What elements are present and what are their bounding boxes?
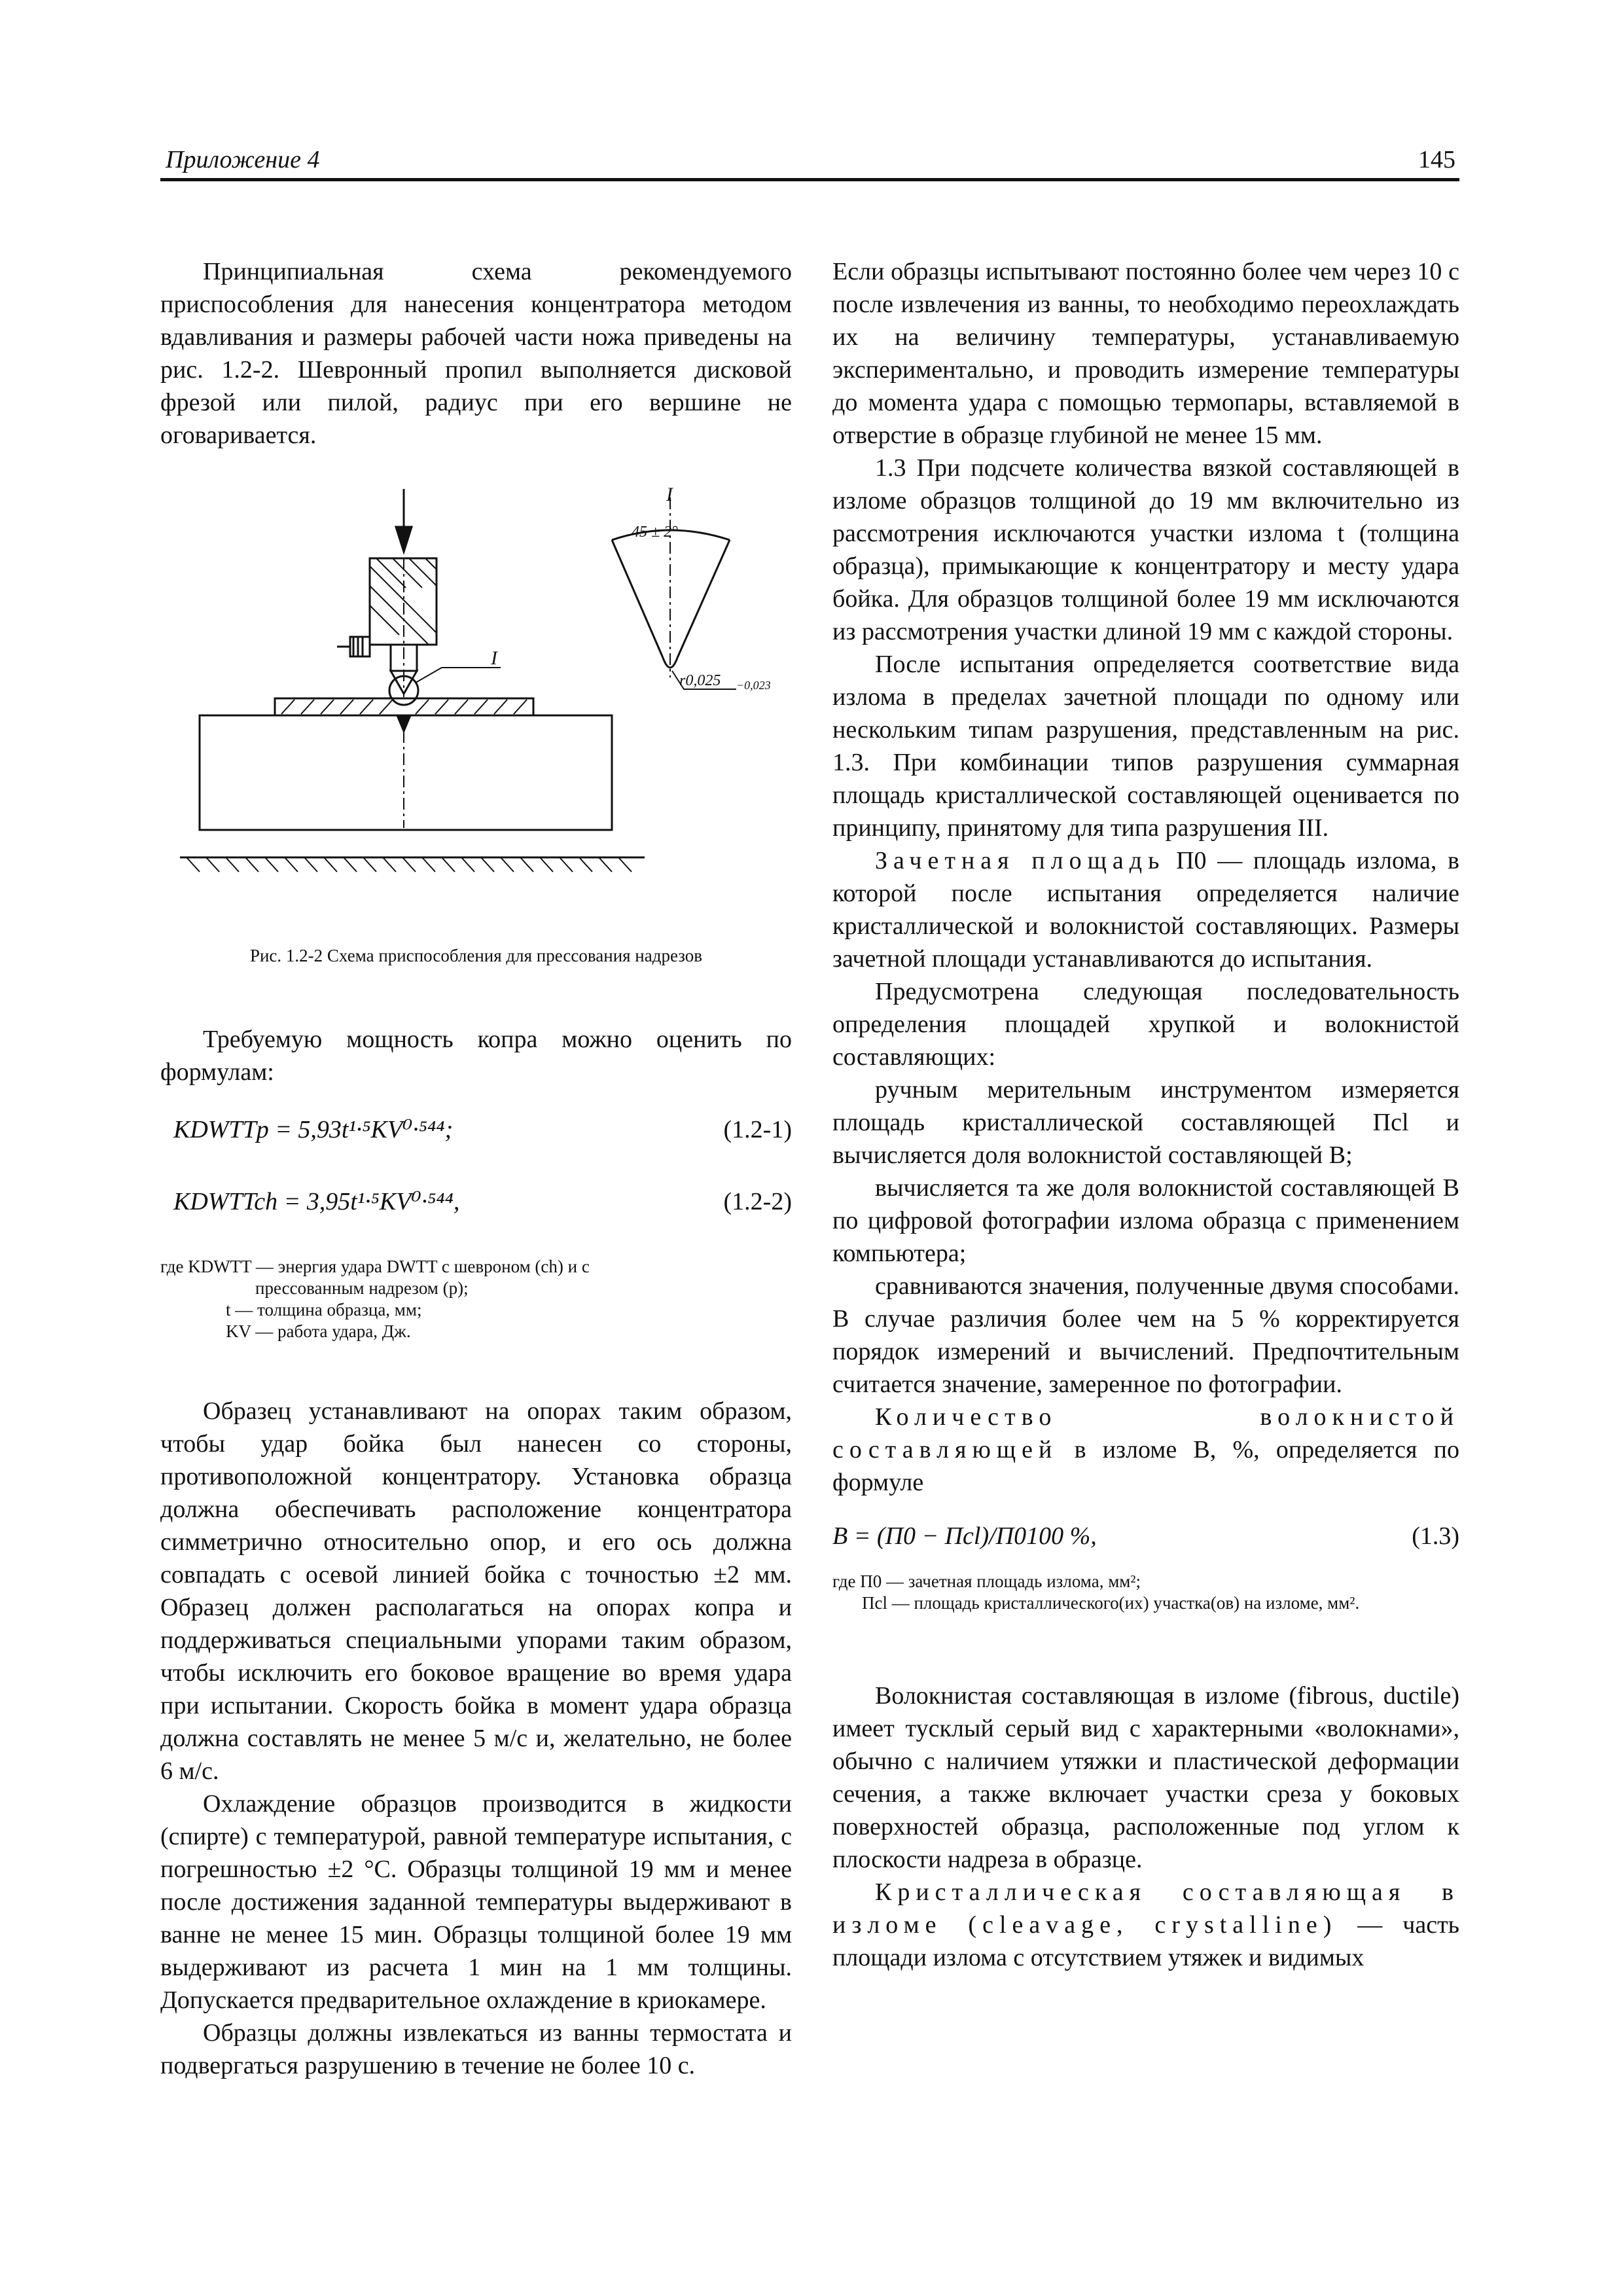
term-crystalline: Кристаллическая составляющая в изломе (cleavage, crystalline)	[832, 1878, 1459, 1939]
legend-line: t — толщина образца, мм;	[226, 1300, 422, 1319]
paragraph-intro: Принципиальная схема рекомендуемого приспособления для нанесения концентратора методом вдавливания и размеры рабочей части ножа приведены на рис. 1.2-2. Шевронный пропил выполняется дисковой фрезой или пилой, радиус при его вершине не оговаривается.	[160, 258, 792, 449]
formula-1-2-1	[160, 1113, 792, 1146]
term-definition: в изломе B, %, определяется по формуле	[832, 1436, 1459, 1496]
detail-label-top: I	[666, 484, 673, 505]
paragraph-fibrous-amount	[832, 1401, 1459, 1499]
term-test-area: Зачетная площадь	[875, 847, 1166, 874]
figure-1-2-2	[160, 481, 792, 921]
legend-line: где П0 — зачетная площадь излома, мм²;	[832, 1571, 1141, 1591]
paragraph-extraction: Образцы должны извлекаться из ванны термостата и подвергаться разрушению в течение не более 10 с.	[160, 2019, 792, 2079]
paragraph-continuation: Если образцы испытывают постоянно более чем через 10 с после извлечения из ванны, то необходимо переохлаждать их на величину температуры, устанавливаемую экспериментально, и проводить измерение температуры до момента удара с помощью термопары, вставляемой в отверстие в образце глубиной не менее 15 мм.	[832, 258, 1459, 449]
formula-number: (1.2-1)	[723, 1116, 792, 1143]
term-fibrous-amount: Количество волокнистой составляющей	[832, 1403, 1459, 1463]
legend-line: Пcl — площадь кристаллического(их) участка(ов) на изломе, мм².	[862, 1593, 1360, 1613]
detail-left-edge	[612, 540, 663, 658]
formula-1-2-2	[160, 1185, 792, 1218]
formula-expression: B = (П0 − Пcl)/П0100 %,	[832, 1522, 1097, 1550]
detail-leader	[416, 668, 501, 683]
base-notch	[397, 715, 410, 731]
angle-label: 45 ± 2°	[632, 524, 678, 541]
term-definition: — часть площади излома с отсутствием утяжек и видимых	[832, 1911, 1459, 1971]
paragraph-fibrous-component: Волокнистая составляющая в изломе (fibrous, ductile) имеет тусклый серый вид с характерными «волокнами», обычно с наличием утяжки и пластической деформации сечения, а также включает участки среза у боковых поверхностей образца, расположенные под углом к плоскости надреза в образце.	[832, 1682, 1459, 1873]
figure-caption: Рис. 1.2-2 Схема приспособления для прессования надрезов	[249, 946, 703, 965]
list-step-manual: ручным мерительным инструментом измеряется площадь кристаллической составляющей Пcl и вычисляется доля волокнистой составляющей B;	[832, 1076, 1459, 1169]
legend-line: прессованным надрезом (p);	[255, 1278, 469, 1298]
page-number: 145	[1418, 146, 1455, 173]
paragraph-sequence: Предусмотрена следующая последовательность определения площадей хрупкой и волокнистой составляющих:	[832, 978, 1459, 1071]
legend-line: KV — работа удара, Дж.	[226, 1321, 411, 1341]
formula-expression: KDWTTp = 5,93t¹·⁵KV⁰·⁵⁴⁴;	[173, 1116, 454, 1143]
paragraph-specimen-mounting: Образец устанавливают на опорах таким образом, чтобы удар бойка был нанесен со стороны, противоположной концентратору. Установка образца должна обеспечивать расположение концентратора симметрично относительно опор, и его ось должна совпадать с осевой линией бойка с точностью ±2 мм. Образец должен располагаться на опорах копра и поддерживаться специальными упорами таким образом, чтобы исключить его боковое вращение во время удара при испытании. Скорость бойка в момент удара образца должна составлять не менее 5 м/с и, желательно, не более 6 м/с.	[160, 1397, 792, 1785]
radius-tolerance: −0,023	[736, 679, 771, 692]
paragraph-1-3: 1.3 При подсчете количества вязкой составляющей в изломе образцов толщиной до 19 мм включительно из рассмотрения исключаются участки излома t (толщина образца), примыкающие к концентратору и месту удара бойка. Для образцов толщиной более 19 мм исключаются из рассмотрения участки длиной 19 мм с каждой стороны.	[832, 454, 1459, 645]
base-block	[200, 715, 612, 830]
page-header	[160, 145, 1459, 181]
paragraph-test-area	[832, 844, 1459, 975]
paragraph-crystalline-component	[832, 1876, 1459, 1974]
detail-label-left: I	[491, 647, 497, 669]
formula-expression: KDWTTch = 3,95t¹·⁵KV⁰·⁵⁴⁴,	[173, 1188, 460, 1215]
right-column	[832, 255, 1459, 1974]
list-step-compare: сравниваются значения, полученные двумя способами. В случае различия более чем на 5 % корректируется порядок измерений и вычислений. Предпочтительным считается значение, замеренное по фотографии.	[832, 1272, 1459, 1398]
formula-1-3	[832, 1520, 1459, 1552]
formula-number: (1.2-2)	[723, 1188, 792, 1215]
term-definition: П0 — площадь излома, в которой после испытания определяется наличие кристаллической и волокнистой составляющих. Размеры зачетной площади устанавливаются до испытания.	[832, 847, 1459, 973]
fixture-drawing	[160, 481, 792, 921]
header-section-title: Приложение 4	[166, 146, 320, 173]
formula-legend	[832, 1571, 1459, 1614]
formula-number: (1.3)	[1412, 1522, 1459, 1550]
paragraph-cooling: Охлаждение образцов производится в жидкости (спирте) с температурой, равной температуре испытания, с погрешностью ±2 °С. Образцы толщиной 19 мм и менее после достижения заданной температуры выдерживают в ванне не менее 15 мин. Образцы толщиной более 19 мм выдерживают из расчета 1 мин на 1 мм толщины. Допускается предварительное охлаждение в криокамере.	[160, 1790, 792, 2014]
detail-right-edge	[677, 540, 730, 658]
radius-label: r0,025	[679, 672, 721, 689]
legend-line: где KDWTT — энергия удара DWTT с шевроном (ch) и с	[160, 1257, 590, 1276]
paragraph-fracture-type: После испытания определяется соответствие вида излома в пределах зачетной площади по одному или нескольким типам разрушения, представленным на рис. 1.3. При комбинации типов разрушения суммарная площадь кристаллической составляющей оценивается по принципу, принятому для типа разрушения III.	[832, 651, 1459, 842]
paragraph-power: Требуемую мощность копра можно оценить по формулам:	[160, 1026, 792, 1086]
list-step-photo: вычисляется та же доля волокнистой составляющей B по цифровой фотографии излома образца с применением компьютера;	[832, 1174, 1459, 1267]
left-column	[160, 255, 792, 2082]
load-arrow-head	[396, 527, 412, 552]
formula-legend	[160, 1256, 792, 1342]
